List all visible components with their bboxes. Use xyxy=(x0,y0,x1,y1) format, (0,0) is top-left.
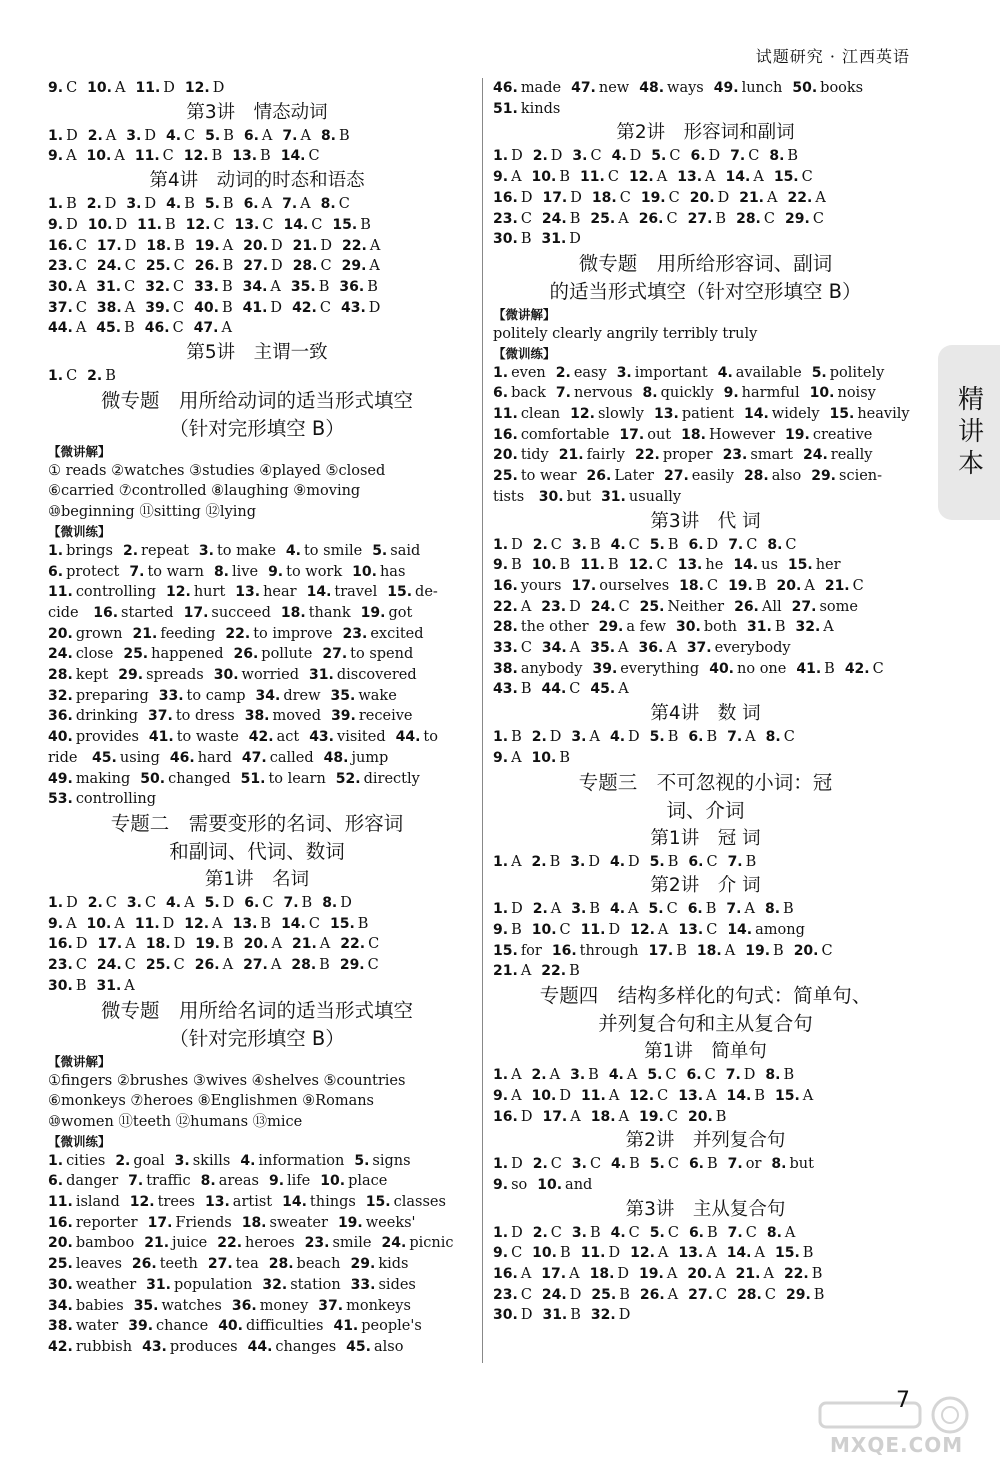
answer-line: 1. D 2. C 3. B 4. C 5. C 6. B 7. C 8. A xyxy=(493,1224,796,1241)
answer-line: ride 45. using 46. hard 47. called 48. jump xyxy=(48,749,389,766)
answer-line: 11. clean 12. slowly 13. patient 14. widely 15. heavily xyxy=(493,406,910,423)
section-heading: 专题四 结构多样化的句式：简单句、 xyxy=(539,984,872,1008)
sub-label: 【微训练】 xyxy=(493,345,556,361)
answer-line: 51. kinds xyxy=(493,100,561,117)
answer-line: 28. kept 29. spreads 30. worried 31. discovered xyxy=(48,667,417,684)
section-heading: 第3讲 主从复合句 xyxy=(625,1198,786,1220)
answer-line: 53. controlling xyxy=(48,791,157,808)
answer-line: 9. C 10. B 11. D 12. A 13. A 14. A 15. B xyxy=(493,1245,814,1262)
answer-line: 1. B 2. D 3. A 4. D 5. B 6. B 7. A 8. C xyxy=(493,729,795,746)
answer-line: 1. A 2. A 3. B 4. A 5. C 6. C 7. D 8. B xyxy=(493,1067,795,1084)
right-column xyxy=(493,78,918,1326)
answer-line: 16. C 17. D 18. B 19. A 20. D 21. D 22. A xyxy=(48,237,381,254)
section-heading: （针对完形填空 B） xyxy=(169,1026,345,1050)
section-heading: 专题二 需要变形的名词、形容词 xyxy=(110,811,404,835)
answer-line: 32. preparing 33. to camp 34. drew 35. wake xyxy=(48,687,397,704)
answer-line: 1. even 2. easy 3. important 4. available 5. politely xyxy=(493,364,885,381)
section-heading: 和副词、代词、数词 xyxy=(169,839,345,863)
section-heading: 第3讲 情态动词 xyxy=(186,101,328,123)
section-heading: 第5讲 主谓一致 xyxy=(186,342,328,364)
section-heading: 第4讲 数 词 xyxy=(650,703,761,725)
section-heading: 第1讲 冠 词 xyxy=(650,827,761,849)
answer-line: 25. to wear 26. Later 27. easily 28. also 29. scien- xyxy=(493,468,883,485)
answer-line: 1. C 2. B xyxy=(48,368,116,385)
sub-label: 【微讲解】 xyxy=(48,1053,111,1069)
answer-line: 15. for 16. through 17. B 18. A 19. B 20. C xyxy=(493,942,833,959)
answer-line: 36. drinking 37. to dress 38. moved 39. receive xyxy=(48,708,413,725)
column-divider xyxy=(482,78,483,1363)
answer-line: 21. A 22. B xyxy=(493,963,580,980)
answer-line: 40. provides 41. to waste 42. act 43. visited 44. to xyxy=(48,729,438,746)
answer-line: 20. tidy 21. fairly 22. proper 23. smart 24. really xyxy=(493,447,873,464)
answer-line: 1. B 2. D 3. D 4. B 5. B 6. A 7. A 8. C xyxy=(48,196,350,213)
answer-line: 23. C 24. B 25. A 26. C 27. B 28. C 29. C xyxy=(493,210,824,227)
answer-line: 16. A 17. A 18. D 19. A 20. A 21. A 22. B xyxy=(493,1266,823,1283)
watermark-text: MXQE.COM xyxy=(830,1433,964,1457)
answer-line: 42. rubbish 43. produces 44. changes 45. also xyxy=(48,1338,404,1355)
answer-line: 46. made 47. new 48. ways 49. lunch 50. books xyxy=(493,80,864,96)
section-heading: （针对完形填空 B） xyxy=(169,416,345,440)
answer-line: 38. anybody 39. everything 40. no one 41. B 42. C xyxy=(493,660,884,677)
answer-line: 30. D 31. B 32. D xyxy=(493,1307,631,1324)
answer-line: 9. B 10. C 11. D 12. A 13. C 14. among xyxy=(493,921,805,938)
answer-line: 6. back 7. nervous 8. quickly 9. harmful 10. noisy xyxy=(493,385,876,402)
answer-line: 49. making 50. changed 51. to learn 52. directly xyxy=(48,770,420,787)
answer-line: ⑥monkeys ⑦heroes ⑧Englishmen ⑨Romans xyxy=(48,1093,374,1110)
answer-line: 30. A 31. C 32. C 33. B 34. A 35. B 36. B xyxy=(48,278,378,295)
answer-line: 9. B 10. B 11. B 12. C 13. he 14. us 15. her xyxy=(493,557,841,574)
section-heading: 专题三 不可忽视的小词：冠 xyxy=(578,770,833,794)
answer-line: 16. D 17. A 18. D 19. B 20. A 21. A 22. C xyxy=(48,936,380,953)
answer-line: politely clearly angrily terribly truly xyxy=(493,325,758,342)
section-heading: 第4讲 动词的时态和语态 xyxy=(149,170,365,192)
answer-line: 16. D 17. A 18. A 19. C 20. B xyxy=(493,1108,727,1125)
answer-line: 1. brings 2. repeat 3. to make 4. to smile 5. said xyxy=(48,542,421,559)
answer-line: 9. C 10. A 11. D 12. D xyxy=(48,80,225,96)
sub-label: 【微讲解】 xyxy=(48,443,111,459)
answer-line: ⑥carried ⑦controlled ⑧laughing ⑨moving xyxy=(48,483,361,500)
answer-line: 33. C 34. A 35. A 36. A 37. everybody xyxy=(493,640,791,657)
section-heading: 词、介词 xyxy=(666,798,745,822)
section-heading: 微专题 用所给动词的适当形式填空 xyxy=(100,388,413,412)
answer-line: 16. reporter 17. Friends 18. sweater 19. weeks' xyxy=(48,1214,416,1231)
side-tab xyxy=(938,345,1000,520)
watermark-icon xyxy=(800,1395,990,1435)
section-heading: 第2讲 并列复合句 xyxy=(625,1130,786,1152)
answer-line: 23. C 24. C 25. C 26. A 27. A 28. B 29. C xyxy=(48,957,379,974)
section-heading: 第2讲 形容词和副词 xyxy=(616,122,795,144)
answer-line: 6. protect 7. to warn 8. live 9. to work 10. has xyxy=(48,563,406,580)
section-heading: 微专题 用所给形容词、副词 xyxy=(578,251,833,275)
answer-line: 1. cities 2. goal 3. skills 4. information 5. signs xyxy=(48,1152,411,1169)
sub-label: 【微训练】 xyxy=(48,523,111,539)
answer-line: 9. D 10. D 11. B 12. C 13. C 14. C 15. B xyxy=(48,216,371,233)
answer-line: 1. D 2. D 3. C 4. D 5. C 6. D 7. C 8. B xyxy=(493,148,799,165)
answer-line: 44. A 45. B 46. C 47. A xyxy=(48,320,232,337)
answer-line: 11. island 12. trees 13. artist 14. things 15. classes xyxy=(48,1194,446,1211)
answer-line: 9. A 10. B xyxy=(493,749,571,766)
answer-line: 38. water 39. chance 40. difficulties 41. people's xyxy=(48,1318,422,1335)
answer-line: 1. A 2. B 3. D 4. D 5. B 6. C 7. B xyxy=(493,853,757,870)
page-header: 试题研究 · 江西英语 xyxy=(755,47,910,66)
answer-line: 6. danger 7. traffic 8. areas 9. life 10. place xyxy=(48,1173,388,1190)
answer-line: 9. A 10. B 11. C 12. A 13. A 14. A 15. C xyxy=(493,169,813,186)
answer-line: 11. controlling 12. hurt 13. hear 14. travel 15. de- xyxy=(48,584,438,601)
answer-line: 1. D 2. A 3. B 4. A 5. C 6. B 7. A 8. B xyxy=(493,901,794,918)
side-tab-label: 精讲本 xyxy=(953,384,984,481)
answer-line: 30. B 31. D xyxy=(493,231,581,248)
answer-line: 1. D 2. C 3. B 4. C 5. B 6. D 7. C 8. C xyxy=(493,536,797,553)
answer-line: 37. C 38. A 39. C 40. B 41. D 42. C 43. D xyxy=(48,299,381,316)
answer-line: 30. weather 31. population 32. station 33. sides xyxy=(48,1276,416,1293)
answer-line: ① reads ②watches ③studies ④played ⑤closed xyxy=(48,462,386,479)
answer-line: 16. yours 17. ourselves 18. C 19. B 20. A 21. C xyxy=(493,577,864,594)
answer-line: 28. the other 29. a few 30. both 31. B 32. A xyxy=(493,619,834,636)
section-heading: 第1讲 名词 xyxy=(204,868,310,890)
answer-line: 34. babies 35. watches 36. money 37. monkeys xyxy=(48,1297,411,1314)
watermark-logo xyxy=(800,1395,990,1455)
answer-line: 23. C 24. C 25. C 26. B 27. D 28. C 29. A xyxy=(48,258,380,275)
answer-line: ⑩beginning ⑪sitting ⑫lying xyxy=(48,504,257,521)
answer-line: ⑩women ⑪teeth ⑫humans ⑬mice xyxy=(48,1113,303,1130)
page-number: 7 xyxy=(896,1388,910,1413)
answer-line: 1. D 2. A 3. D 4. C 5. B 6. A 7. A 8. B xyxy=(48,127,350,144)
section-heading: 第1讲 简单句 xyxy=(644,1041,767,1063)
answer-line: cide 16. started 17. succeed 18. thank 19. got xyxy=(48,604,413,621)
answer-line: tists 30. but 31. usually xyxy=(493,488,682,505)
answer-line: 1. D 2. C 3. C 4. A 5. D 6. C 7. B 8. D xyxy=(48,894,352,911)
answer-line: 1. D 2. C 3. C 4. B 5. C 6. B 7. or 8. but xyxy=(493,1156,814,1173)
sub-label: 【微训练】 xyxy=(48,1133,111,1149)
answer-line: 16. D 17. D 18. C 19. C 20. D 21. A 22. A xyxy=(493,189,826,206)
answer-line: 30. B 31. A xyxy=(48,977,135,994)
answer-line: 9. A 10. A 11. C 12. B 13. B 14. C xyxy=(48,148,320,165)
section-heading: 微专题 用所给名词的适当形式填空 xyxy=(100,998,413,1022)
answer-line: 24. close 25. happened 26. pollute 27. to spend xyxy=(48,646,414,663)
answer-line: 43. B 44. C 45. A xyxy=(493,681,629,698)
answer-line: 9. so 10. and xyxy=(493,1176,593,1193)
answer-line: 20. grown 21. feeding 22. to improve 23. excited xyxy=(48,625,424,642)
answer-line: 23. C 24. D 25. B 26. A 27. C 28. C 29. B xyxy=(493,1286,825,1303)
answer-line: 20. bamboo 21. juice 22. heroes 23. smile 24. picnic xyxy=(48,1235,454,1252)
answer-line: 9. A 10. D 11. A 12. C 13. A 14. B 15. A xyxy=(493,1087,814,1104)
left-column xyxy=(48,78,466,1358)
answer-line: ①fingers ②brushes ③wives ④shelves ⑤countries xyxy=(48,1072,406,1089)
section-heading: 并列复合句和主从复合句 xyxy=(598,1012,813,1036)
sub-label: 【微讲解】 xyxy=(493,306,556,322)
answer-line: 25. leaves 26. teeth 27. tea 28. beach 29. kids xyxy=(48,1256,409,1273)
answer-line: 22. A 23. D 24. C 25. Neither 26. All 27. some xyxy=(493,598,858,615)
section-heading: 第2讲 介 词 xyxy=(650,875,761,897)
answer-line: 9. A 10. A 11. D 12. A 13. B 14. C 15. B xyxy=(48,915,369,932)
section-heading: 第3讲 代 词 xyxy=(650,510,761,532)
answer-line: 16. comfortable 17. out 18. However 19. creative xyxy=(493,426,873,443)
section-heading: 的适当形式填空（针对空形填空 B） xyxy=(549,279,862,303)
